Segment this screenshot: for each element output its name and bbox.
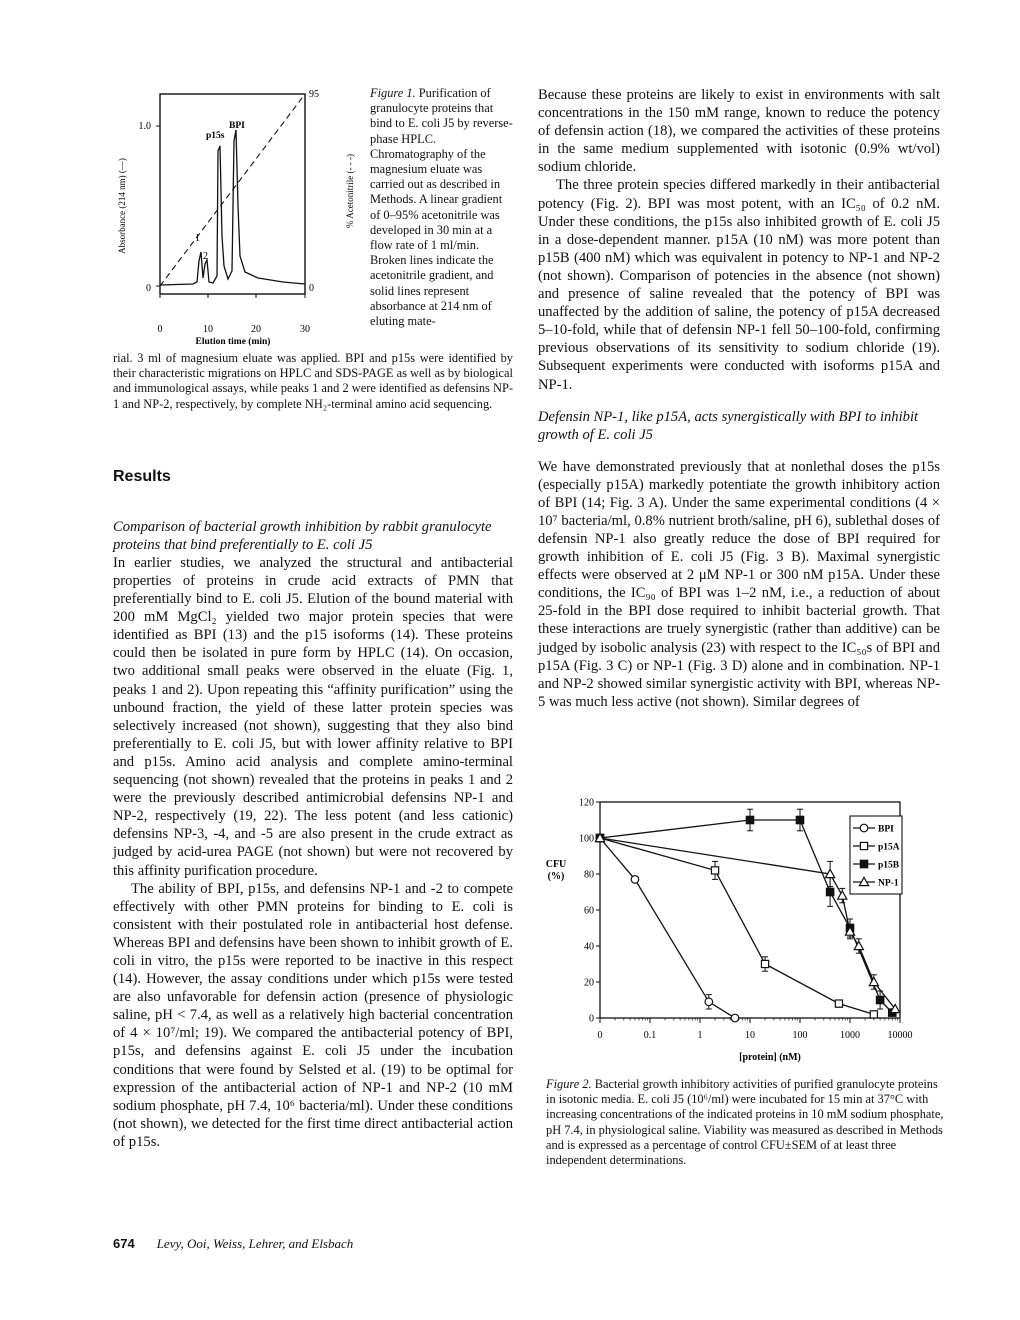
- fig1-x-label: Elution time (min): [195, 337, 271, 347]
- fig2-legend-label-np-1: NP-1: [878, 878, 899, 889]
- fig2-x-tick-label: 10000: [887, 1030, 913, 1041]
- fig2-y-tick-label: 100: [579, 833, 594, 845]
- fig1-peak-label: p15s: [206, 131, 225, 141]
- results-heading: Results: [113, 467, 171, 485]
- left-subheading: Comparison of bacterial growth inhibition by rabbit granulocyte proteins that bind preferentially to E. coli J5: [113, 518, 492, 553]
- fig2-point-bpi: [731, 1014, 739, 1022]
- fig2-y-label-unit: (%): [547, 870, 565, 882]
- fig1-y-right-top: 95: [309, 89, 319, 100]
- figure-1-caption: [370, 86, 515, 329]
- fig2-x-tick-label: 100: [792, 1030, 808, 1041]
- figure-1: [113, 86, 513, 348]
- fig1-peak-label: BPI: [229, 121, 245, 131]
- fig2-legend-label-p15a: p15A: [878, 842, 900, 853]
- figure-1-chromatogram: [113, 86, 363, 348]
- right-paragraph: The three protein species differed markedly in their antibacterial potency (Fig. 2). BPI was most potent, with an IC₅₀ of 0.2 nM. Under these conditions, the p15s also inhibited growth of E. coli J5 in a dose-dependent manner. p15A (10 nM) was more potent than p15B (400 nM) which was equivalent in potency to NP-1 and NP-2 (not shown). Comparison of potencies in the absence (not shown) and presence of saline revealed that the potency of BPI was unaffected by the addition of saline, the potency of p15A decreased 5–10-fold, while that of defensin NP-1 fell 50–100-fold, confirming previous observations of its sensitivity to sodium chloride (19). Subsequent experiments were conducted with isoforms p15A and NP-1.: [538, 177, 940, 393]
- fig1-y-left-top: 1.0: [138, 121, 151, 132]
- fig2-series-bpi: [596, 834, 739, 1022]
- right-paragraph: We have demonstrated previously that at nonlethal doses the p15s (especially p15A) markedly potentiate the growth inhibitory action of BPI (14; Fig. 3 A). Under the same experimental conditions (4 × 10⁷ bacteria/ml, 0.8% nutrient broth/saline, pH 6), sublethal doses of defensin NP-1 also greatly reduce the dose of BPI required for growth inhibition of E. coli J5 (Fig. 3 B). Maximal synergistic effects were observed at 2 μM NP-1 or 300 nM p15A. Under these conditions, the IC₉₀ of BPI was 1–2 nM, i.e., a reduction of about 25-fold in the BPI dose required to inhibit bacterial growth. That these interactions are truely synergistic (rather than additive) can be judged by isobolic analysis (23) with respect to the IC₅₀s of BPI and p15A (Fig. 3 C) or NP-1 (Fig. 3 D) alone and in combination. NP-1 and NP-2 showed similar synergistic activity with BPI, whereas NP-5 was much less active (not shown). Similar degrees of: [538, 458, 940, 710]
- figure-2-label: Figure 2.: [546, 1077, 592, 1091]
- fig2-y-tick-label: 80: [584, 869, 594, 881]
- right-subheading: Defensin NP-1, like p15A, acts synergistically with BPI to inhibit growth of E. coli J5: [538, 408, 919, 443]
- fig2-point-p15b: [746, 816, 754, 824]
- fig1-x-tick: 20: [251, 324, 261, 335]
- left-paragraph: In earlier studies, we analyzed the structural and antibacterial properties of proteins in crude acid extracts of PMN that preferentially bind to E. coli J5. Elution of the bound material with 200 mM MgCl₂ yielded two major protein species that were identified as BPI (13) and the p15 isoforms (14). These proteins could then be isolated in pure form by HPLC (14). On occasion, two additional small peaks were observed in the eluate (Fig. 1, peaks 1 and 2). Upon repeating this “affinity purification” using the unbound fraction, the yield of these latter protein species was selectively increased (not shown), suggesting that they also bind preferentially to E. coli J5, but with lower affinity relative to BPI and p15s. Amino acid analysis and complete amino-terminal sequencing (not shown) revealed that the proteins in peaks 1 and 2 were the previously described antimicrobial defensins NP-1 and NP-2, respectively (19, 22). The less potent (and less cationic) defensins NP-3, -4, and -5 are also present in the crude extract as judged by acid-urea PAGE (not shown) but were not recovered by this affinity purification procedure.: [113, 554, 513, 879]
- fig1-peak-label: 1: [195, 233, 200, 244]
- fig2-point-p15b: [796, 816, 804, 824]
- fig2-point-p15b: [826, 888, 834, 896]
- fig2-y-tick-label: 40: [584, 941, 594, 953]
- running-authors: Levy, Ooi, Weiss, Lehrer, and Elsbach: [156, 1236, 354, 1251]
- fig2-x-tick-label: 10: [745, 1030, 755, 1041]
- figure-1-caption-continued: rial. 3 ml of magnesium eluate was applied. BPI and p15s were identified by their characteristic migrations on HPLC and SDS-PAGE as well as by biological and immunological assays, while peaks 1 and 2 were identified as defensins NP-1 and NP-2, respectively, by complete NH₂-terminal amino acid sequencing.: [113, 351, 513, 411]
- right-column: [538, 86, 940, 711]
- page-footer: [113, 1236, 353, 1252]
- fig1-x-tick: 10: [203, 324, 213, 335]
- fig1-y-left-zero: 0: [146, 283, 151, 294]
- fig2-y-tick-label: 0: [589, 1013, 594, 1025]
- fig2-series-p15a: [596, 834, 877, 1018]
- fig2-legend: [850, 816, 902, 894]
- fig1-y-left-label: Absorbance (214 nm) (—): [117, 158, 127, 254]
- figure-1-caption-text: Purification of granulocyte proteins that bind to E. coli J5 by reverse-phase HPLC. Chromatography of the magnesium eluate was carried out as described in Methods. A linear gradient of 0–95% acetonitrile was developed in 30 min at a flow rate of 1 ml/min. Broken lines indicate the acetonitrile gradient, and solid lines represent absorbance at 214 nm of eluting mate-: [370, 86, 513, 329]
- fig1-absorbance-trace: [160, 130, 305, 285]
- fig2-point-bpi: [631, 876, 639, 884]
- fig2-legend-label-p15b: p15B: [878, 860, 900, 871]
- figure-2-caption-text: Bacterial growth inhibitory activities of purified granulocyte proteins in isotonic media. E. coli J5 (10⁶/ml) were incubated for 15 min at 37°C with increasing concentrations of the indicated proteins in 10 mM sodium phosphate, pH 7.4, in physiological saline. Viability was measured as described in Methods and is expressed as a percentage of control CFU±SEM of at least three independent determinations.: [546, 1077, 944, 1168]
- left-paragraph: The ability of BPI, p15s, and defensins NP-1 and -2 to compete effectively with other PMN proteins for binding to E. coli is consistent with their postulated role in antibacterial host defense. Whereas BPI and defensins have been shown to inhibit growth of E. coli in vitro, the p15s were reported to be inactive in this respect (14). However, the assay conditions under which p15s were tested are also unfavorable for defensin action (presence of physiologic saline, pH < 7.4, as well as a relatively high bacterial concentration of 4 × 10⁷/ml; 19). We compared the antibacterial potency of BPI, p15s, and defensins against E. coli J5 under the incubation conditions that were found by Selsted et al. (19) to be optimal for expression of the antibacterial action of NP-1 and NP-2 (10 mM sodium phosphate, pH 7.4, 10⁶ bacteria/ml). Under these conditions (not shown), we detected for the first time direct antibacterial action of p15s.: [113, 880, 513, 1150]
- fig2-point-p15a: [761, 960, 768, 967]
- fig2-legend-marker-bpi: [860, 824, 868, 832]
- figure-2-chart: [538, 790, 940, 1070]
- fig2-point-p15b: [876, 996, 884, 1004]
- figure-2-caption: [546, 1077, 946, 1168]
- fig2-x-tick-label: 0.1: [643, 1030, 657, 1041]
- fig1-peak-label: 2: [203, 251, 208, 262]
- fig2-x-tick-label: 0: [597, 1030, 603, 1041]
- fig2-x-tick-label: 1000: [840, 1030, 860, 1041]
- fig2-legend-marker-p15a: [860, 842, 867, 849]
- fig2-line-p15b: [600, 820, 892, 1013]
- fig2-legend-marker-p15b: [860, 860, 868, 868]
- fig2-point-np-1: [838, 891, 847, 899]
- fig2-point-bpi: [705, 998, 713, 1006]
- fig1-x-tick: 0: [157, 324, 163, 335]
- fig1-x-tick: 30: [300, 324, 310, 335]
- fig2-legend-label-bpi: BPI: [878, 824, 894, 835]
- fig2-line-p15a: [600, 838, 874, 1014]
- figure-1-label: Figure 1.: [370, 86, 416, 100]
- fig2-y-tick-label: 120: [579, 797, 594, 809]
- left-column: [113, 86, 513, 1151]
- page-number: 674: [113, 1236, 135, 1251]
- fig2-x-tick-label: 1: [697, 1030, 703, 1041]
- fig2-x-label: [protein] (nM): [739, 1052, 801, 1063]
- fig1-y-right-label: % Acetonitrile (- - -): [345, 154, 355, 228]
- fig2-point-p15a: [835, 1000, 842, 1007]
- fig2-point-p15a: [870, 1011, 877, 1018]
- fig2-point-p15a: [711, 867, 718, 874]
- right-paragraph: Because these proteins are likely to exist in environments with salt concentrations in the 150 mM range, known to reduce the potency of defensin action (18), we compared the activities of these proteins in the same medium supplemented with isotonic (0.9% wt/vol) sodium chloride.: [538, 87, 940, 176]
- fig2-y-tick-label: 20: [584, 977, 594, 989]
- fig1-y-right-zero: 0: [309, 283, 314, 294]
- fig2-y-label: CFU: [545, 858, 567, 870]
- fig2-y-tick-label: 60: [584, 905, 594, 917]
